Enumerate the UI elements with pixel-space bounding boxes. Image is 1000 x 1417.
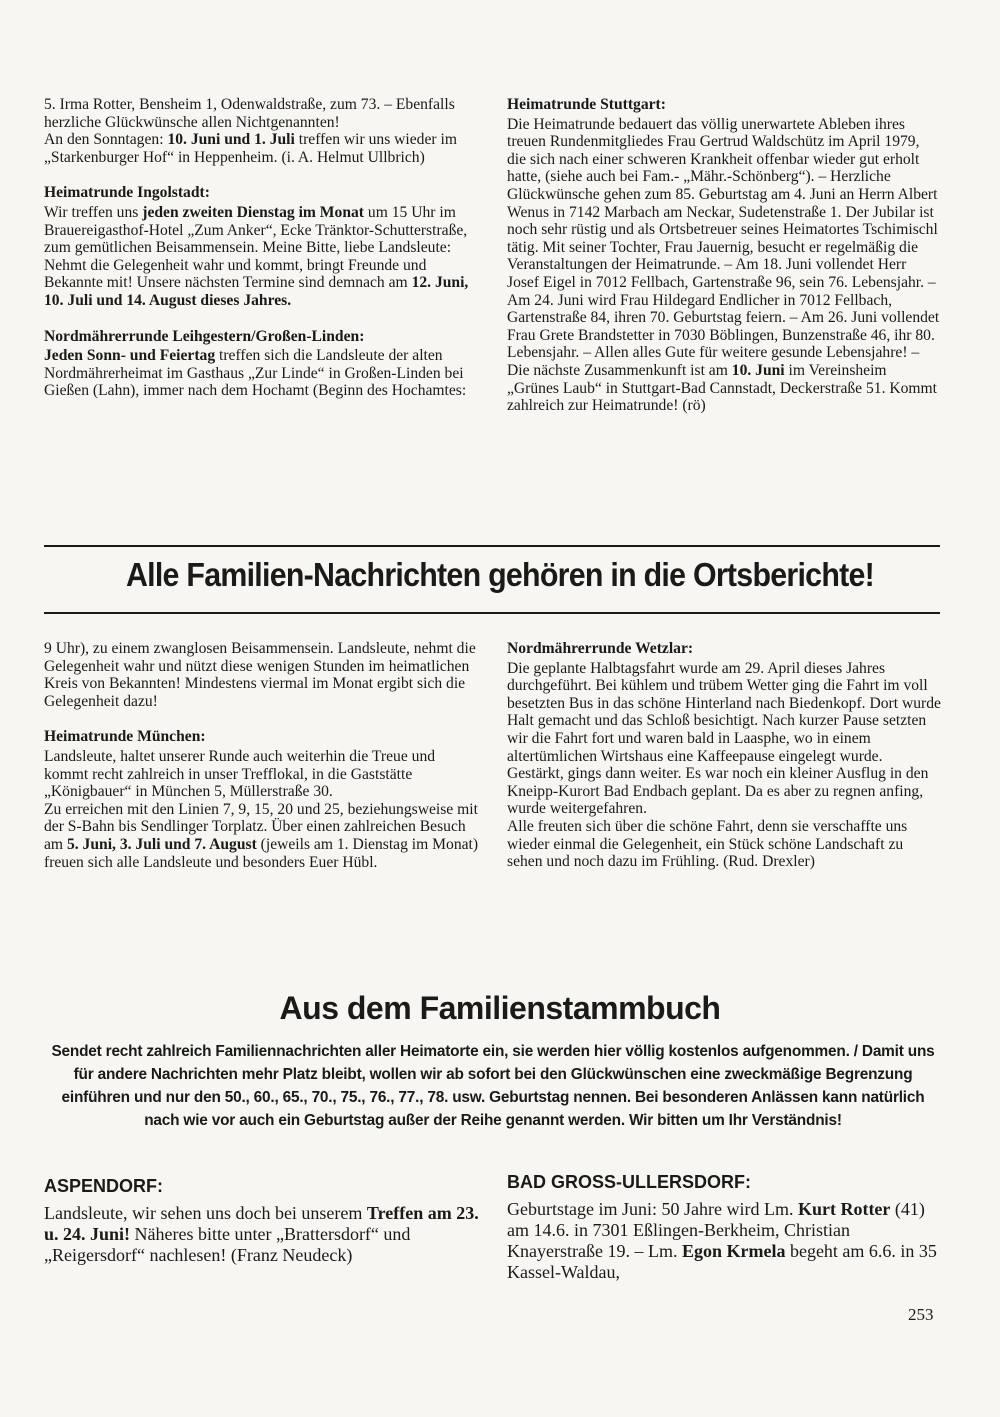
top-right-column <box>507 96 941 415</box>
location-heading: ASPENDORF: <box>44 1176 164 1196</box>
paragraph: Geburtstage im Juni: 50 Jahre wird Lm. Kurt Rotter (41) am 14.6. in 7301 Eßlingen-Berkheim, Christian Knayerstraße 19. – Lm. Egon Krmela begeht am 6.6. in 35 Kassel-Waldau, <box>507 1199 937 1282</box>
entry-bad-gross-ullersdorf <box>507 1172 943 1283</box>
paragraph: Landsleute, haltet unserer Runde auch weiterhin die Treue und kommt recht zahlreich in unser Trefflokal, in die Gaststätte „Königbauer“ in München 5, Müllerstraße 30. <box>44 747 436 801</box>
page-number: 253 <box>908 1305 934 1324</box>
section-title: Aus dem Familienstammbuch <box>279 990 721 1026</box>
middle-right-column <box>507 640 941 871</box>
paragraph: Jeden Sonn- und Feiertag treffen sich die Landsleute der alten Nordmährerheimat im Gasthaus „Zur Linde“ in Großen-Linden bei Gießen (Lahn), immer nach dem Hochamt (Beginn des Hochamtes: <box>44 347 467 400</box>
top-left-column <box>44 96 480 400</box>
middle-left-column <box>44 640 480 871</box>
paragraph: Wir treffen uns jeden zweiten Dienstag im Monat um 15 Uhr im Brauereigasthof-Hotel „Zum Anker“, Ecke Tränktor-Schutterstraße, zum gemütlichen Beisammensein. Meine Bitte, liebe Landsleute: Nehmt die Gelegenheit wahr und kommt, bringt Freunde und Bekannte mit! Unsere nächsten Termine sind demnach am 12. Juni, 10. Juli und 14. August dieses Jahres. <box>44 203 469 309</box>
paragraph: Die geplante Halbtagsfahrt wurde am 29. April dieses Jahres durchgeführt. Bei kühlem und trübem Wetter ging die Fahrt im voll besetzten Bus in das schöne Hinterland nach Biedenkopf. Dort wurde Halt gemacht und das Schloß besichtigt. Nach kurzer Pause setzten wir die Fahrt fort und waren bald in Laasphe, wo in einem altertümlichen Wirtshaus eine Kaffeepause eingelegt wurde. Gestärkt, gings dann weiter. Es war noch ein kleiner Ausflug in den Kneipp-Kurort Bad Endbach geplant. Da es aber zu regnen anfing, wurde weitergefahren. <box>507 659 941 818</box>
paragraph: Die Heimatrunde bedauert das völlig unerwartete Ableben ihres treuen Rundenmitgliedes Frau Gertrud Waldschütz im April 1979, die sich nach einer schweren Krankheit offenbar wieder gut erholt hatte, (siehe auch bei Fam.- „Mähr.-Schönberg“). – Herzliche Glückwünsche gehen zum 85. Geburtstag am 4. Juni an Herrn Albert Wenus in 7142 Marbach am Neckar, Sudetenstraße 1. Der Jubilar ist noch sehr rüstig und als Ortsbetreuer seines Heimatortes Tschimischl tätig. Mit seiner Tochter, Frau Jauernig, besucht er regelmäßig die Veranstaltungen der Heimatrunde. – Am 18. Juni vollendet Herr Josef Eigel in 7012 Fellbach, Gartenstraße 96, sein 76. Lebensjahr. – Am 24. Juni wird Frau Hildegard Endlicher in 7012 Fellbach, Gartenstraße 84, ihren 70. Geburtstag feiern. – Am 26. Juni vollendet Frau Grete Brandstetter in 7030 Böblingen, Bunzenstraße 46, ihr 80. Lebensjahr. – Allen alles Gute für weitere gesunde Lebensjahre! – Die nächste Zusammenkunft ist am 10. Juni im Vereinsheim „Grünes Laub“ in Stuttgart-Bad Cannstadt, Deckerstraße 51. Kommt zahlreich zur Heimatrunde! (rö) <box>507 115 940 415</box>
paragraph: Alle freuten sich über die schöne Fahrt, denn sie verschaffte uns wieder einmal die Gelegenheit, ein Stück schöne Landschaft zu sehen und noch dazu im Frühling. (Rud. Drexler) <box>507 817 908 871</box>
intro-notice: Sendet recht zahlreich Familiennachrichten aller Heimatorte ein, sie werden hier völlig kostenlos aufgenommen. / Damit uns für andere Nachrichten mehr Platz bleibt, wollen wir ab sofort bei den Glückwünschen eine zweckmäßige Begrenzung einführen und nur den 50., 60., 65., 70., 75., 76., 77., 78. usw. Geburtstag nennen. Bei besonderen Anlässen kann natürlich nach wie vor auch ein Geburtstag außer der Reihe genannt werden. Wir bitten um Ihr Verständnis! <box>51 1043 935 1129</box>
heading-muenchen: Heimatrunde München: <box>44 728 206 746</box>
heading-stuttgart: Heimatrunde Stuttgart: <box>507 96 666 113</box>
location-heading: BAD GROSS-ULLERSDORF: <box>507 1172 751 1192</box>
paragraph: 9 Uhr), zu einem zwanglosen Beisammensein. Landsleute, nehmt die Gelegenheit wahr und nützt diese wenigen Stunden im heimatlichen Kreis von Bekannten! Mindestens viermal im Monat ergibt sich die Gelegenheit dazu! <box>44 640 476 710</box>
heading-wetzlar: Nordmährerrunde Wetzlar: <box>507 640 694 657</box>
divider <box>44 612 940 614</box>
paragraph: An den Sonntagen: 10. Juni und 1. Juli treffen wir uns wieder im „Starkenburger Hof“ in Heppenheim. (i. A. Helmut Ullbrich) <box>44 131 457 166</box>
heading-leihgestern: Nordmährerrunde Leihgestern/Großen-Linden: <box>44 327 365 345</box>
banner-headline: Alle Familien-Nachrichten gehören in die Ortsberichte! <box>125 556 875 593</box>
paragraph: Landsleute, wir sehen uns doch bei unserem Treffen am 23. u. 24. Juni! Näheres bitte unter „Brattersdorf“ und „Reigersdorf“ nachlesen! (Franz Neudeck) <box>44 1203 479 1265</box>
heading-ingolstadt: Heimatrunde Ingolstadt: <box>44 184 210 202</box>
paragraph: Zu erreichen mit den Linien 7, 9, 15, 20 und 25, beziehungsweise mit der S-Bahn bis Sendlinger Torplatz. Über einen zahlreichen Besuch am 5. Juni, 3. Juli und 7. August (jeweils am 1. Dienstag im Monat) freuen sich alle Landsleute und besonders Euer Hübl. <box>44 800 479 871</box>
paragraph: 5. Irma Rotter, Bensheim 1, Odenwaldstraße, zum 73. – Ebenfalls herzliche Glückwünsche allen Nichtgenannten! <box>44 96 455 131</box>
divider <box>44 545 940 547</box>
entry-aspendorf <box>44 1176 480 1266</box>
